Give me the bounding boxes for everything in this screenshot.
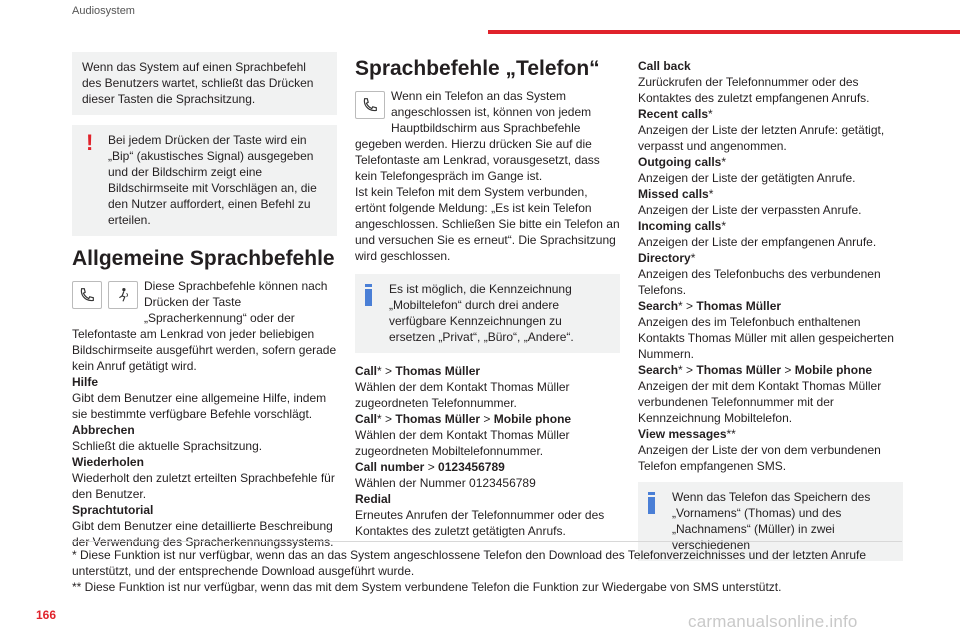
watermark: carmanualsonline.info	[688, 612, 858, 631]
column-1	[72, 52, 337, 550]
command-name: Abbrechen	[72, 423, 135, 437]
cmd-star: *	[721, 219, 727, 233]
cmd-part: Thomas Müller	[696, 299, 782, 313]
cmd-star: *	[708, 107, 713, 121]
cmd-part: Thomas Müller	[395, 412, 481, 426]
command-outgoing-calls	[638, 154, 903, 186]
cmd-star: *	[377, 412, 382, 426]
cmd-sep: >	[381, 364, 396, 378]
command-desc: Wählen der dem Kontakt Thomas Müller zugeordneten Telefonnummer.	[355, 380, 570, 410]
warning-text: Bei jedem Drücken der Taste wird ein „Bip“ (akustisches Signal) ausgegeben und der Bildschirm zeigt eine Bildschirmseite mit Vorschlägen an, die den Nutzer auffordert, einen Befehl zu erteilen.	[108, 133, 317, 227]
command-view-messages	[638, 426, 903, 474]
section-heading-general: Allgemeine Sprachbefehle	[72, 247, 335, 270]
command-call-back	[638, 58, 903, 106]
cmd-sep: >	[682, 363, 697, 377]
command-desc: Anzeigen der Liste der verpassten Anrufe.	[638, 203, 862, 217]
cmd-part: Outgoing calls	[638, 155, 722, 169]
info-text: Wenn das Telefon das Speichern des „Vornamens“ (Thomas) und des „Nachnamens“ (Müller) in zwei verschiedenen	[672, 490, 871, 552]
cmd-sep: >	[781, 363, 795, 377]
command-sprachtutorial	[72, 502, 337, 550]
command-desc: Wählen der Nummer 0123456789	[355, 476, 536, 490]
command-name: Wiederholen	[72, 455, 144, 469]
telefon-intro-2: Ist kein Telefon mit dem System verbunden, ertönt folgende Meldung: „Es ist kein Telefon angeschlossen. Schließen Sie bitte ein Telefon an und versuchen Sie es erneut“. Die Sprachsitzung wird geschlossen.	[355, 185, 620, 263]
cmd-part: 0123456789	[438, 460, 505, 474]
command-desc: Anzeigen des im Telefonbuch enthaltenen Kontakts Thomas Müller mit allen gespeicherten Nummern.	[638, 315, 894, 361]
column-3	[638, 58, 903, 571]
cmd-part: Directory	[638, 251, 691, 265]
cmd-part: Recent calls	[638, 107, 709, 121]
footnote-divider	[72, 541, 902, 542]
general-intro-text: Diese Sprachbefehle können nach Drücken der Taste „Spracherkennung“ oder der Telefontaste am Lenkrad von jeder beliebigen Bildschirmseite ausgeführt werden, sofern gerade kein Anruf getätigt wird.	[72, 279, 337, 373]
command-hilfe	[72, 374, 337, 422]
command-desc: Anzeigen der Liste der getätigten Anrufe.	[638, 171, 856, 185]
cmd-star: *	[678, 299, 683, 313]
info-text: Es ist möglich, die Kennzeichnung „Mobiltelefon“ durch drei andere verfügbare Kennzeichnungen zu ersetzen „Privat“, „Büro“, „Andere“.	[389, 282, 574, 344]
section-heading-telefon: Sprachbefehle „Telefon“	[355, 57, 600, 80]
command-desc: Gibt dem Benutzer eine detaillierte Beschreibung der Verwendung des Spracherkennungssystems.	[72, 519, 334, 549]
command-incoming-calls	[638, 218, 903, 250]
command-desc: Anzeigen des Telefonbuchs des verbundenen Telefons.	[638, 267, 881, 297]
command-desc: Schließt die aktuelle Sprachsitzung.	[72, 439, 263, 453]
cmd-part: Mobile phone	[493, 412, 572, 426]
cmd-sep: >	[480, 412, 494, 426]
cmd-part: Thomas Müller	[696, 363, 782, 377]
warning-box	[72, 125, 337, 236]
cmd-star: *	[708, 187, 714, 201]
command-name: Sprachtutorial	[72, 503, 154, 517]
cmd-star: **	[726, 427, 736, 441]
voice-command-icon	[108, 281, 138, 309]
info-icon	[648, 492, 655, 514]
command-name: Hilfe	[72, 375, 99, 389]
command-recent-calls	[638, 106, 903, 154]
cmd-part: Call back	[638, 59, 691, 73]
command-desc: Anzeigen der mit dem Kontakt Thomas Müller verbundenen Telefonnummer mit der Kennzeichnung Mobiltelefon.	[638, 379, 882, 425]
command-desc: Anzeigen der Liste der empfangenen Anrufe.	[638, 235, 877, 249]
command-desc: Erneutes Anrufen der Telefonnummer oder des Kontaktes des zuletzt getätigten Anrufs.	[355, 508, 605, 538]
running-header: Audiosystem	[72, 5, 135, 17]
cmd-star: *	[678, 363, 683, 377]
phone-icon	[72, 281, 102, 309]
cmd-part: Incoming calls	[638, 219, 722, 233]
cmd-part: Redial	[355, 492, 392, 506]
command-directory	[638, 250, 903, 298]
info-box	[355, 274, 620, 353]
cmd-sep: >	[682, 299, 697, 313]
command-missed-calls	[638, 186, 903, 218]
cmd-part: Missed calls	[638, 187, 709, 201]
cmd-part: Call	[355, 412, 378, 426]
cmd-star: *	[721, 155, 727, 169]
telefon-intro-text: Wenn ein Telefon an das System angeschlossen ist, können von jedem Hauptbildschirm aus Sprachbefehle gegeben werden. Hierzu drücken Sie auf die Telefontaste am Lenkrad, vorausgesetzt, dass kein Telefongespräch im Gange ist.	[355, 89, 600, 183]
command-search-mobile	[638, 362, 903, 426]
phone-icon	[355, 91, 385, 119]
cmd-part: Call number	[355, 460, 425, 474]
command-desc: Anzeigen der Liste der letzten Anrufe: getätigt, verpasst und angenommen.	[638, 123, 885, 153]
cmd-part: Search	[638, 299, 679, 313]
footnote-1: * Diese Funktion ist nur verfügbar, wenn das an das System angeschlossene Telefon den Download des Telefonverzeichnisses und der letzten Anrufe unterstützt, und der entsprechende Download ausgeführt wurde.	[72, 548, 867, 578]
command-desc: Anzeigen der Liste der von dem verbundenen Telefon empfangenen SMS.	[638, 443, 881, 473]
column-2	[355, 56, 620, 539]
command-desc: Wählen der dem Kontakt Thomas Müller zugeordneten Mobiltelefonnummer.	[355, 428, 570, 458]
command-call-contact	[355, 363, 620, 411]
note-text: Wenn das System auf einen Sprachbefehl des Benutzers wartet, schließt das Drücken dieser Tasten die Sprachsitzung.	[82, 60, 314, 106]
command-call-number	[355, 459, 620, 491]
command-redial	[355, 491, 620, 539]
info-icon	[365, 284, 372, 306]
cmd-part: Call	[355, 364, 378, 378]
cmd-sep: >	[424, 460, 439, 474]
note-box	[72, 52, 337, 115]
cmd-part: View messages	[638, 427, 727, 441]
cmd-part: Thomas Müller	[395, 364, 481, 378]
cmd-sep: >	[381, 412, 396, 426]
cmd-part: Search	[638, 363, 679, 377]
command-desc: Gibt dem Benutzer eine allgemeine Hilfe, indem sie bestimmte verfügbare Befehle vorschlägt.	[72, 391, 327, 421]
cmd-star: *	[377, 364, 382, 378]
footnote-2: ** Diese Funktion ist nur verfügbar, wenn das mit dem System verbundene Telefon die Funktion zur Wiedergabe von SMS unterstützt.	[72, 580, 782, 594]
command-call-mobile	[355, 411, 620, 459]
command-desc: Wiederholt den zuletzt erteilten Sprachbefehle für den Benutzer.	[72, 471, 335, 501]
command-abbrechen	[72, 422, 337, 454]
command-search-contact	[638, 298, 903, 362]
warning-icon: !	[86, 130, 94, 155]
command-desc: Zurückrufen der Telefonnummer oder des Kontaktes des zuletzt empfangenen Anrufs.	[638, 75, 870, 105]
command-wiederholen	[72, 454, 337, 502]
telefon-intro	[355, 88, 620, 184]
general-intro	[72, 278, 337, 374]
footnotes	[72, 547, 902, 595]
page-number: 166	[36, 608, 57, 622]
cmd-star: *	[690, 251, 696, 265]
header-accent-bar	[488, 30, 960, 34]
cmd-part: Mobile phone	[794, 363, 873, 377]
